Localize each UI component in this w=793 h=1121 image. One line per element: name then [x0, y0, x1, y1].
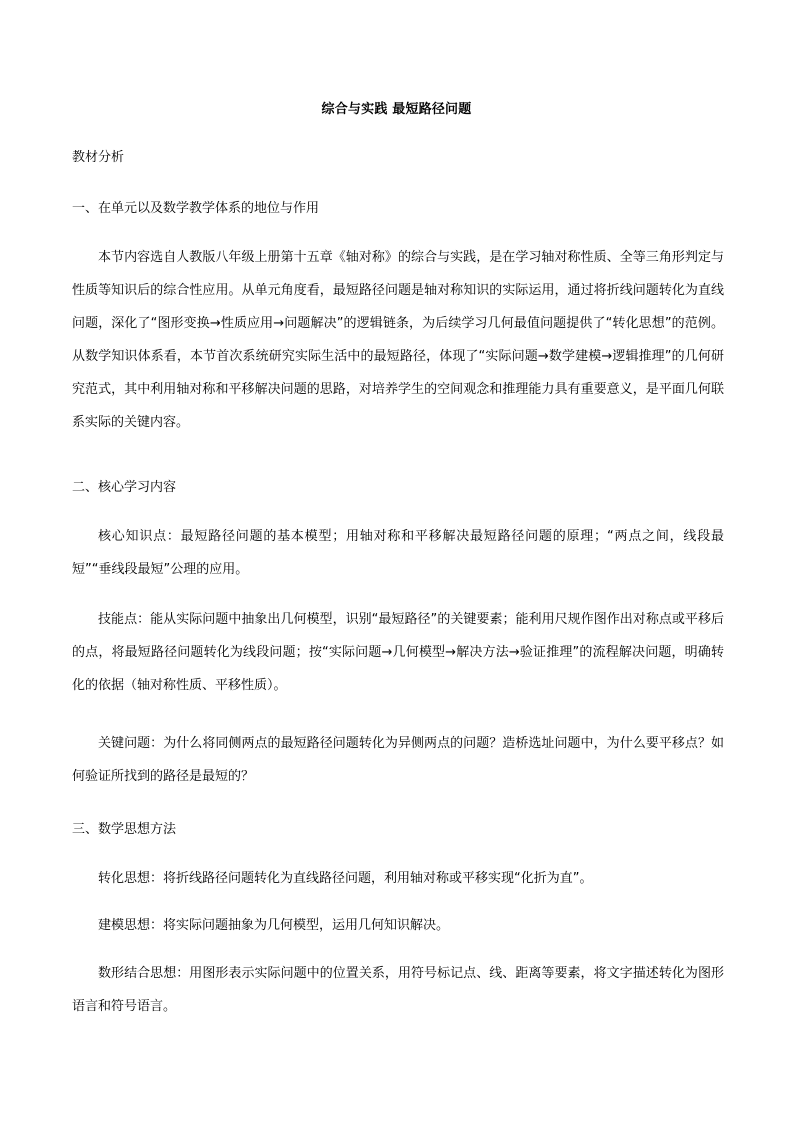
- section-label: 教材分析: [72, 150, 125, 165]
- document-title: 综合与实践 最短路径问题: [321, 102, 472, 117]
- section-heading-3: 三、数学思想方法: [72, 822, 177, 837]
- section-3-paragraph-3: 数形结合思想：用图形表示实际问题中的位置关系，用符号标记点、线、距离等要素，将文字描述转化为图形语言和符号语言。: [72, 966, 724, 1014]
- section-2-paragraph-1: 核心知识点：最短路径问题的基本模型；用轴对称和平移解决最短路径问题的原理；“两点之间，线段最短”“垂线段最短”公理的应用。: [72, 529, 724, 577]
- section-heading-1: 一、在单元以及数学教学体系的地位与作用: [72, 201, 320, 216]
- section-1-paragraph-1: 本节内容选自人教版八年级上册第十五章《轴对称》的综合与实践，是在学习轴对称性质、全等三角形判定与性质等知识后的综合性应用。从单元角度看，最短路径问题是轴对称知识的实际运用，通过将折线问题转化为直线问题，深化了“图形变换→性质应用→问题解决”的逻辑链条，为后续学习几何最值问题提供了“转化思想”的范例。从数学知识体系看，本节首次系统研究实际生活中的最短路径，体现了“实际问题→数学建模→逻辑推理”的几何研究范式，其中利用轴对称和平移解决问题的思路，对培养学生的空间观念和推理能力具有重要意义，是平面几何联系实际的关键内容。: [72, 250, 724, 430]
- section-2-paragraph-3: 关键问题：为什么将同侧两点的最短路径问题转化为异侧两点的问题？造桥选址问题中，为什么要平移点？如何验证所找到的路径是最短的？: [72, 736, 724, 784]
- section-3-paragraph-2: 建模思想：将实际问题抽象为几何模型，运用几何知识解决。: [98, 918, 450, 933]
- section-3-paragraph-1: 转化思想：将折线路径问题转化为直线路径问题，利用轴对称或平移实现“化折为直”。: [98, 871, 593, 886]
- section-2-paragraph-2: 技能点：能从实际问题中抽象出几何模型，识别“最短路径”的关键要素；能利用尺规作图作出对称点或平移后的点，将最短路径问题转化为线段问题；按“实际问题→几何模型→解决方法→验证推理”的流程解决问题，明确转化的依据（轴对称性质、平移性质）。: [72, 612, 724, 693]
- section-heading-2: 二、核心学习内容: [72, 480, 177, 495]
